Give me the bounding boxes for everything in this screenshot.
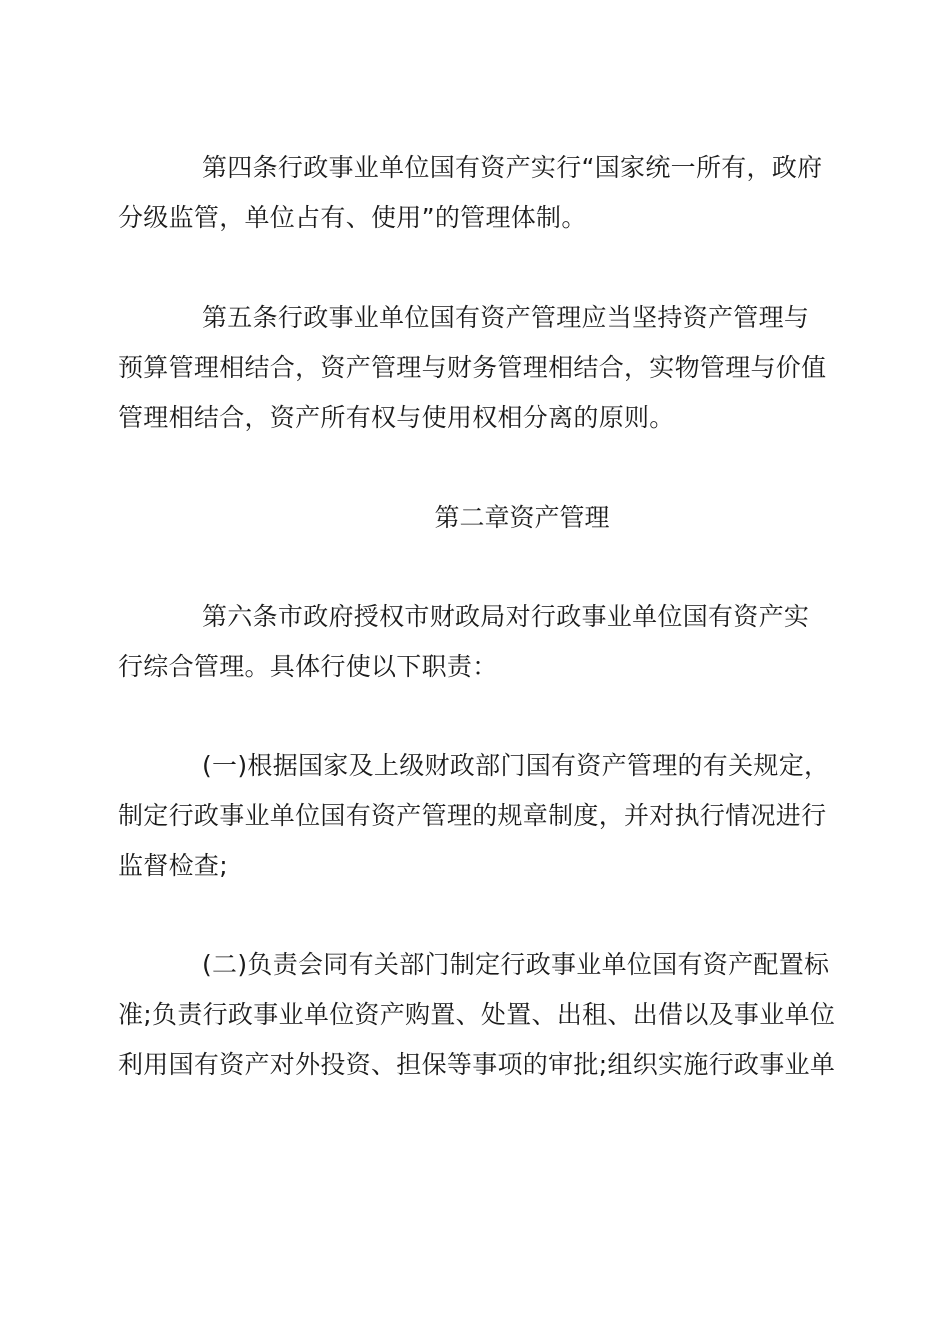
paragraph-line: 第六条市政府授权市财政局对行政事业单位国有资产实 — [202, 602, 810, 631]
article-5-paragraph — [118, 293, 840, 443]
paragraph-line: 制定行政事业单位国有资产管理的规章制度，并对执行情况进行 — [118, 801, 827, 830]
duty-1-paragraph — [118, 741, 840, 891]
paragraph-line: (一)根据国家及上级财政部门国有资产管理的有关规定， — [202, 751, 830, 780]
paragraph-line: 预算管理相结合，资产管理与财务管理相结合，实物管理与价值 — [118, 353, 827, 382]
article-6-paragraph — [118, 592, 840, 692]
duty-2-paragraph — [118, 940, 840, 1090]
paragraph-line: (二)负责会同有关部门制定行政事业单位国有资产配置标 — [202, 950, 830, 979]
paragraph-line: 监督检查; — [118, 851, 228, 880]
article-4-paragraph — [118, 143, 840, 243]
paragraph-line: 行综合管理。具体行使以下职责： — [118, 652, 498, 681]
paragraph-line: 准;负责行政事业单位资产购置、处置、出租、出借以及事业单位 — [118, 1000, 836, 1029]
paragraph-line: 第五条行政事业单位国有资产管理应当坚持资产管理与 — [202, 303, 810, 332]
paragraph-line: 分级监管，单位占有、使用”的管理体制。 — [118, 203, 587, 232]
chapter-heading: 第二章资产管理 — [434, 503, 610, 532]
paragraph-line: 利用国有资产对外投资、担保等事项的审批;组织实施行政事业单 — [118, 1050, 836, 1079]
paragraph-line: 第四条行政事业单位国有资产实行“国家统一所有，政府 — [202, 153, 823, 182]
paragraph-line: 管理相结合，资产所有权与使用权相分离的原则。 — [118, 403, 675, 432]
